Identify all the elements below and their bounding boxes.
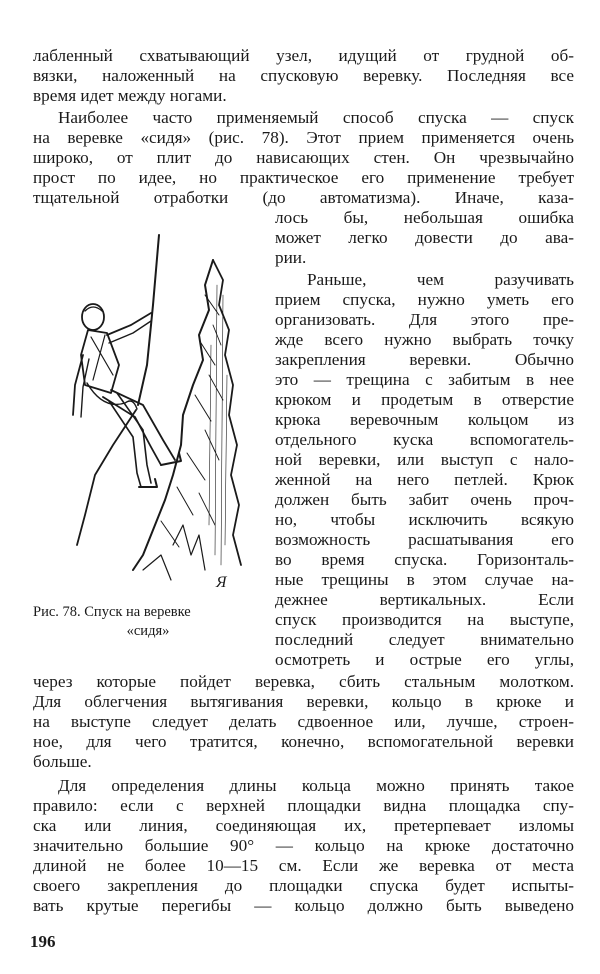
text-line: ной веревки, или выступ с нало-	[275, 450, 574, 469]
text-line: Наиболее часто применяемый способ спуска — спуск	[58, 108, 574, 127]
text-line: последний следует внимательно	[275, 630, 574, 649]
figure-caption-line: «сидя»	[126, 623, 170, 639]
text-line: Для облегчения вытягивания веревки, кольцо в крюке и	[33, 692, 574, 711]
text-line: через которые пойдет веревка, сбить стальным молотком.	[33, 672, 574, 691]
text-line: закрепления веревки. Обычно	[275, 350, 574, 369]
text-line: может легко довести до ава-	[275, 228, 574, 247]
figure-caption-line: Рис. 78. Спуск на веревке	[33, 604, 191, 620]
text-line: Для определения длины кольца можно принять такое	[58, 776, 574, 795]
text-line: длиной не более 10—15 см. Если же веревка от места	[33, 856, 574, 875]
text-line: больше.	[33, 752, 92, 771]
text-line: вязки, наложенный на спусковую веревку. Последняя все	[33, 66, 574, 85]
text-line: рии.	[275, 248, 307, 267]
text-line: вать крутые перегибы — кольцо должно быть выведено	[33, 896, 574, 915]
text-line: отдельного куска вспомогатель-	[275, 430, 574, 449]
text-line: возможность расшатывания его	[275, 530, 574, 549]
text-line: ска или линия, соединяющая их, претерпевает изломы	[33, 816, 574, 835]
text-line: крюком и продетым в отверстие	[275, 390, 574, 409]
text-line: лось бы, небольшая ошибка	[275, 208, 574, 227]
text-line: время идет между ногами.	[33, 86, 227, 105]
text-line: женной на него петлей. Крюк	[275, 470, 574, 489]
text-line: широко, от плит до нависающих стен. Он чрезвычайно	[33, 148, 574, 167]
text-line: Раньше, чем разучивать	[307, 270, 574, 289]
text-line: осмотреть и острые его углы,	[275, 650, 574, 669]
text-line: во время спуска. Горизонталь-	[275, 550, 574, 569]
text-line: прием спуска, нужно уметь его	[275, 290, 574, 309]
text-line: дежнее вертикальных. Если	[275, 590, 574, 609]
text-line: это — трещина с забитым в нее	[275, 370, 574, 389]
text-line: значительно большие 90° — кольцо на крюке достаточно	[33, 836, 574, 855]
figure-caption	[33, 603, 263, 641]
text-line: на выступе следует делать сдвоенное или, лучше, строен-	[33, 712, 574, 731]
text-line: ные трещины в этом случае на-	[275, 570, 574, 589]
text-line: должен быть забит очень проч-	[275, 490, 574, 509]
text-line: тщательной отработки (до автоматизма). Иначе, каза-	[33, 188, 574, 207]
illustrator-signature: Я	[216, 574, 227, 591]
text-line: ное, для чего тратится, конечно, вспомогательной веревки	[33, 732, 574, 751]
text-line: спуск производится на выступе,	[275, 610, 574, 629]
text-line: лабленный схватывающий узел, идущий от грудной об-	[33, 46, 574, 65]
text-line: правило: если с верхней площадки видна площадка спу-	[33, 796, 574, 815]
text-line: прост по идее, но практическое его применение требует	[33, 168, 574, 187]
text-line: своего закрепления до площадки спуска будет испыты-	[33, 876, 574, 895]
text-line: жде всего нужно выбрать точку	[275, 330, 574, 349]
text-line: но, чтобы исключить всякую	[275, 510, 574, 529]
rappelling-illustration	[33, 225, 261, 600]
text-line: организовать. Для этого пре-	[275, 310, 574, 329]
page-number: 196	[30, 932, 56, 951]
text-line: крюка веревочным кольцом из	[275, 410, 574, 429]
text-line: на веревке «сидя» (рис. 78). Этот прием применяется очень	[33, 128, 574, 147]
